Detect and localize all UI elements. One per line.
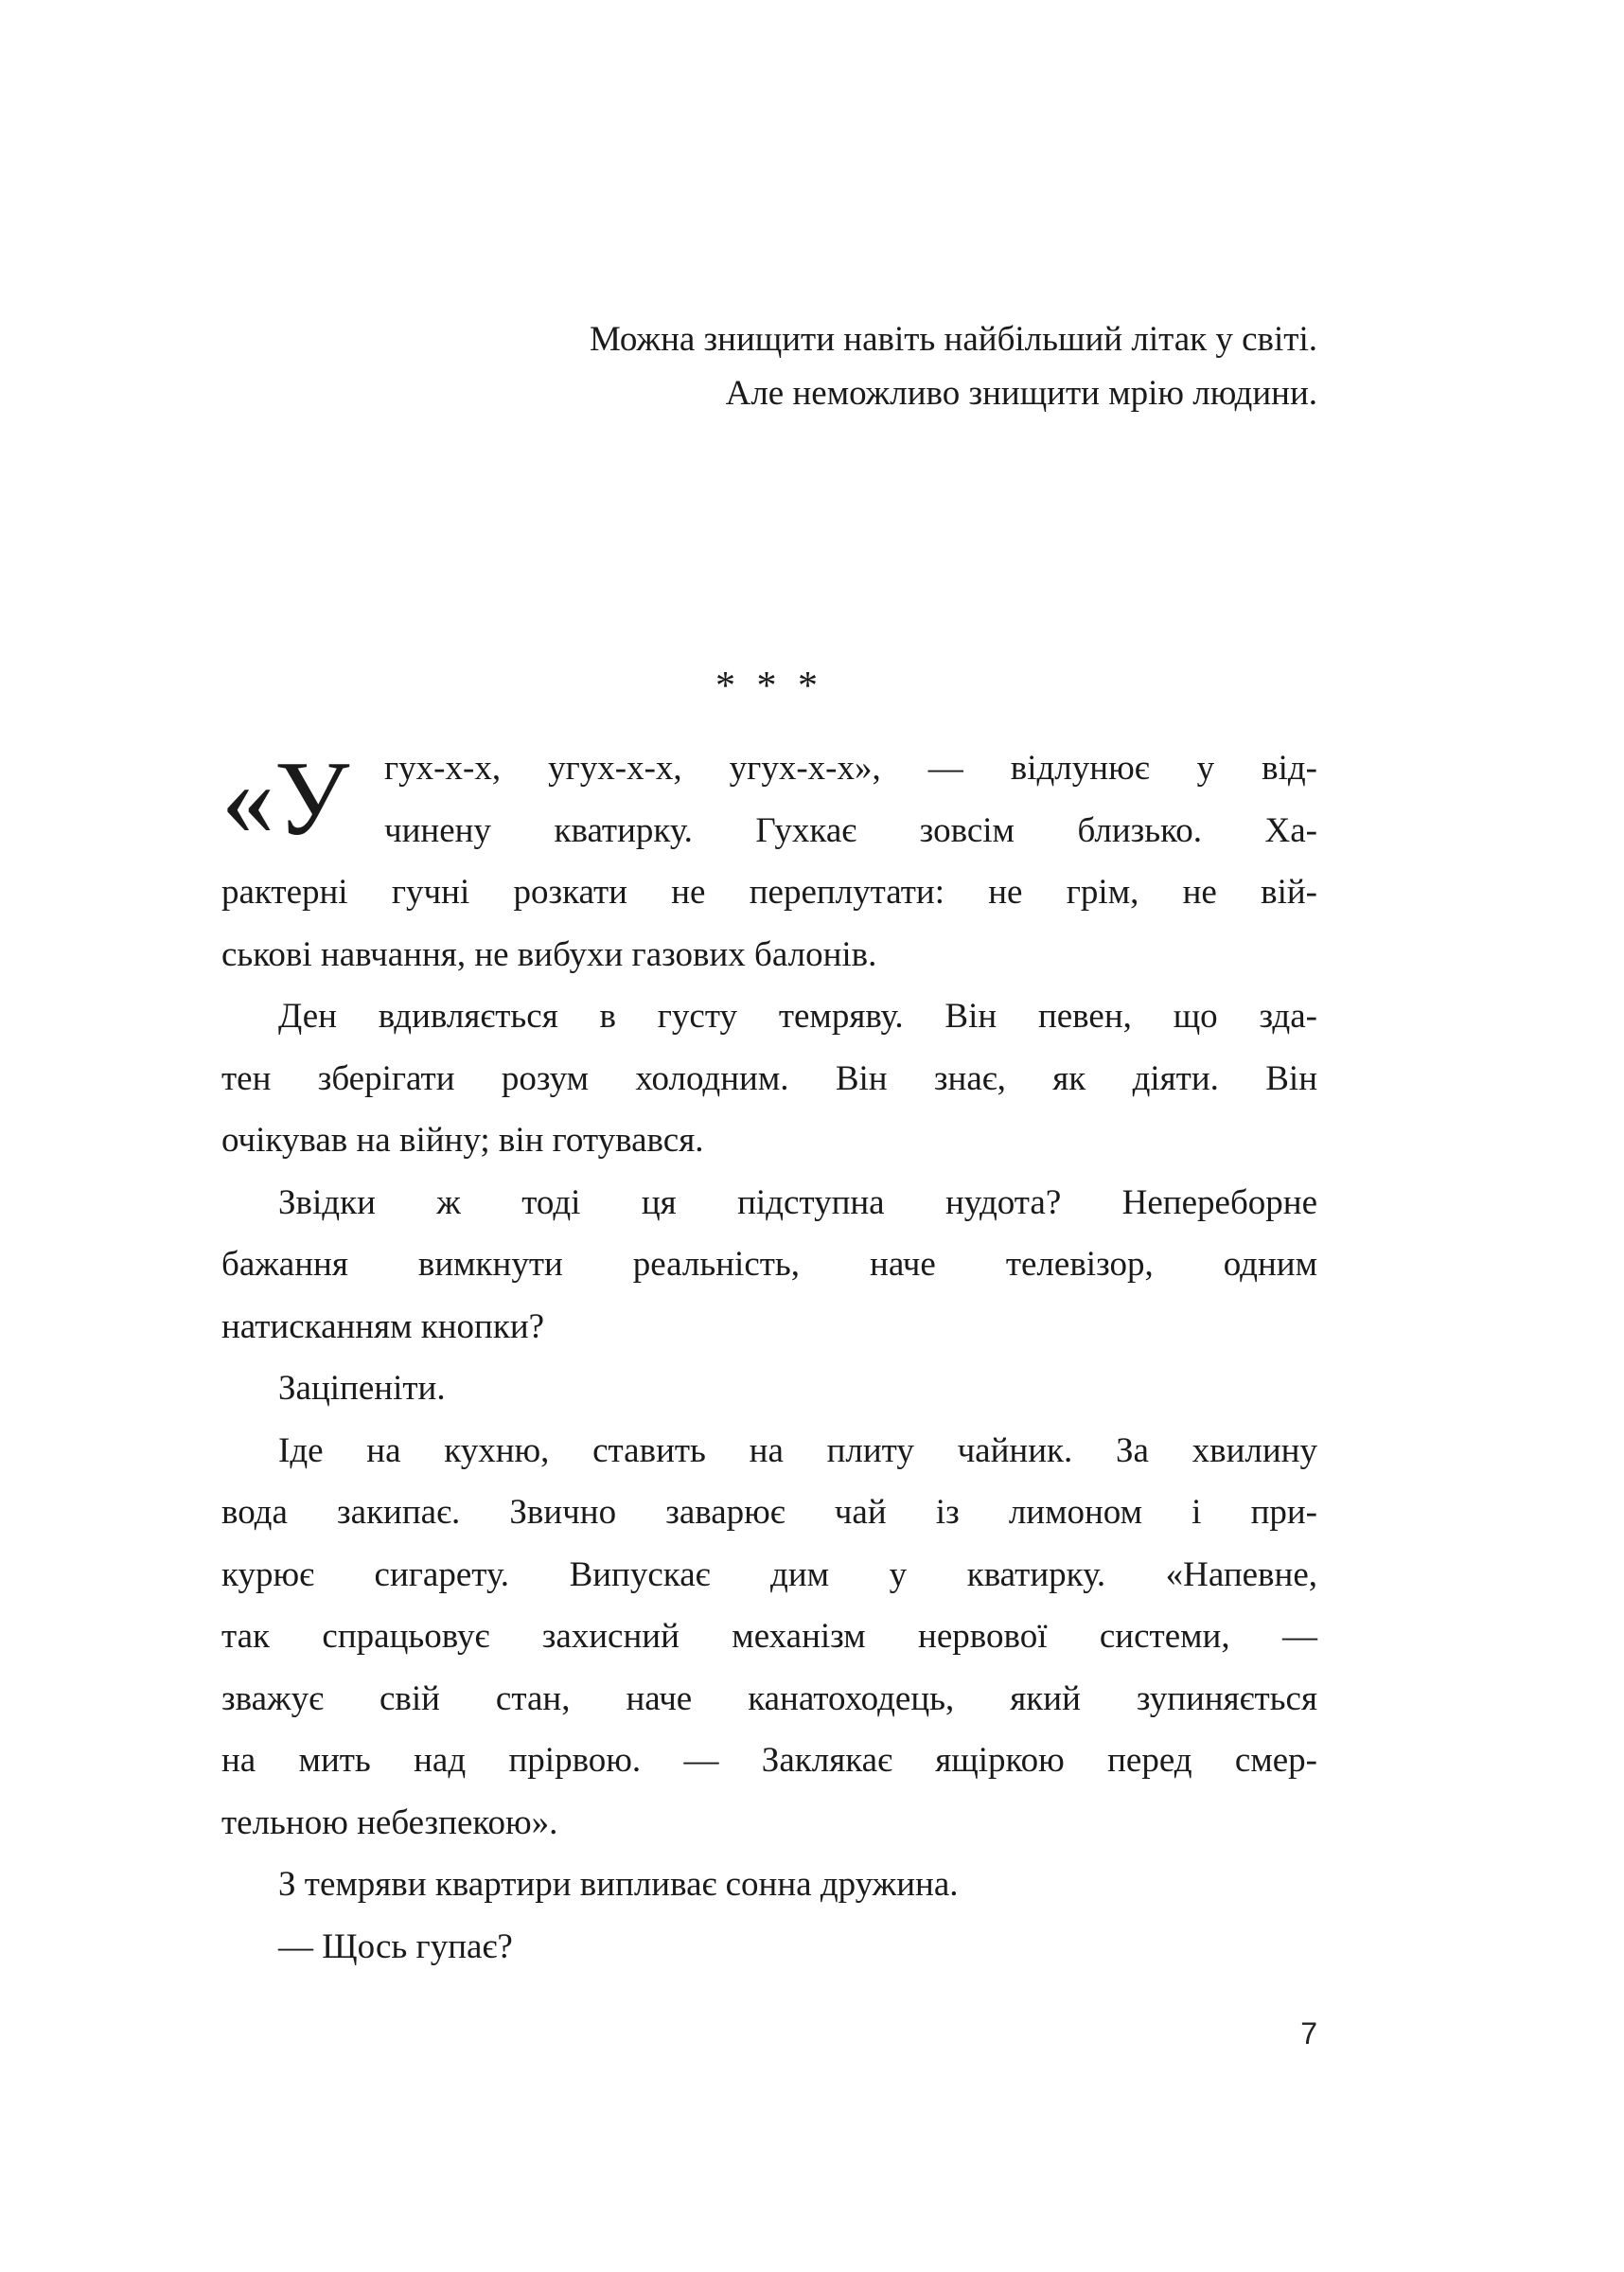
- text-line: Іде на кухню, ставить на плиту чайник. За хвилину: [278, 1430, 1317, 1470]
- text-line: гух-х-х, угух-х-х, угух-х-х», — відлунює у від-: [384, 749, 1317, 788]
- text-line: ськові навчання, не вибухи газових балонів.: [221, 934, 877, 974]
- text-line: Звідки ж тоді ця підступна нудота? Непереборне: [278, 1182, 1317, 1222]
- body-text: [221, 737, 1317, 1978]
- paragraph: [221, 1854, 1317, 1916]
- drop-cap-glyph: «У: [221, 740, 350, 858]
- text-line: чинену кватирку. Гухкає зовсім близько. Ха-: [384, 810, 1317, 850]
- paragraph: [221, 1916, 1317, 1979]
- epigraph-line: Можна знищити навіть найбільший літак у світі.: [589, 320, 1317, 359]
- page-number: 7: [1300, 2016, 1317, 2050]
- text-line: вода закипає. Звично заварює чай із лимоном і при-: [221, 1493, 1317, 1532]
- paragraph: [221, 1358, 1317, 1420]
- text-line: — Щось гупає?: [278, 1926, 513, 1966]
- text-line: З темряви квартири випливає сонна дружина.: [278, 1865, 959, 1904]
- text-line: зважує свій стан, наче канатоходець, який зупиняється: [221, 1678, 1317, 1718]
- text-line: Ден вдивляється в густу темряву. Він певен, що зда-: [278, 997, 1317, 1036]
- drop-cap: [221, 737, 384, 856]
- text-line: очікував на війну; він готувався.: [221, 1121, 704, 1160]
- text-line: на мить над прірвою. — Заклякає ящіркою перед смер-: [221, 1741, 1317, 1780]
- paragraph: [221, 1172, 1317, 1358]
- text-line: натисканням кнопки?: [221, 1306, 545, 1346]
- paragraph: [221, 985, 1317, 1172]
- paragraph: [221, 1420, 1317, 1855]
- text-line: рактерні гучні розкати не переплутати: не грім, не вій-: [221, 873, 1317, 912]
- text-line: тен зберігати розум холодним. Він знає, як діяти. Він: [221, 1058, 1317, 1098]
- text-line: тельною небезпекою».: [221, 1802, 558, 1842]
- section-separator: * * *: [715, 665, 823, 708]
- text-line: Заціпеніти.: [278, 1369, 446, 1408]
- text-line: бажання вимкнути реальність, наче телевізор, одним: [221, 1245, 1317, 1284]
- text-line: так спрацьовує захисний механізм нервової системи, —: [221, 1617, 1317, 1656]
- paragraph: [221, 737, 1317, 985]
- epigraph-line: Але неможливо знищити мрію людини.: [725, 374, 1317, 413]
- text-line: курює сигарету. Випускає дим у кватирку. «Напевне,: [221, 1554, 1317, 1594]
- epigraph: [221, 312, 1317, 420]
